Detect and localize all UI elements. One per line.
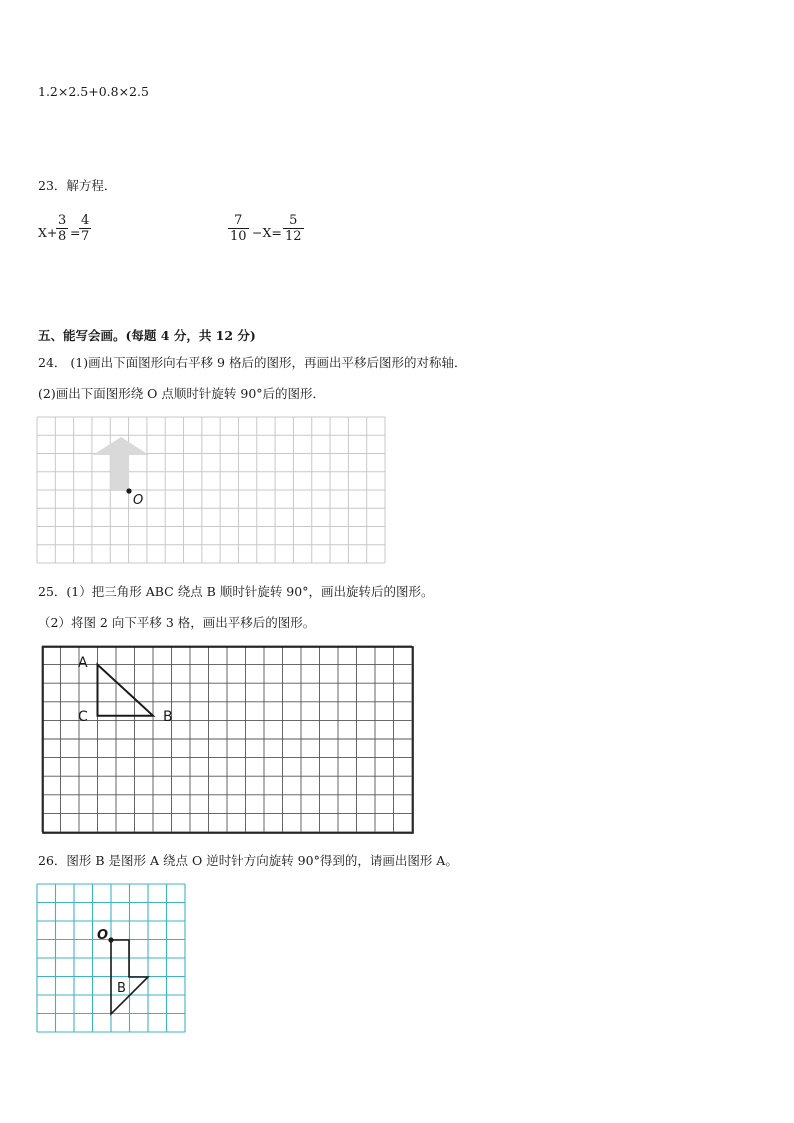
q25-line-2: （2）将图 2 向下平移 3 格，画出平移后的图形。	[38, 615, 316, 630]
eq1-fraction-1	[56, 213, 68, 244]
q24-grid	[37, 417, 385, 563]
vertex-c-label: C	[78, 709, 88, 725]
eq2-frac1-denominator: 10	[230, 229, 247, 244]
section-5-heading: 五、能写会画。(每题 4 分，共 12 分)	[38, 328, 256, 343]
q26-grid-figure	[37, 884, 187, 1034]
point-o-dot	[108, 937, 113, 942]
point-o-dot	[126, 488, 131, 493]
q24-line-2: (2)画出下面图形绕 O 点顺时针旋转 90°后的图形．	[38, 386, 326, 401]
eq1-prefix: X+	[38, 225, 58, 240]
gray-arrow-shape	[93, 437, 149, 491]
point-o-label: O	[97, 928, 109, 943]
point-o-label: O	[133, 493, 144, 508]
vertex-b-label: B	[163, 709, 173, 725]
expression-top: 1.2×2.5+0.8×2.5	[38, 84, 149, 99]
q25-grid-figure	[42, 646, 414, 834]
eq1-fraction-2	[79, 213, 91, 244]
eq2-middle: −X=	[252, 225, 282, 240]
q24-grid-figure	[37, 417, 387, 565]
eq1-frac2-denominator: 7	[81, 229, 90, 244]
eq1-frac2-numerator: 4	[81, 213, 90, 228]
triangle-abc	[98, 665, 154, 716]
vertex-a-label: A	[78, 655, 88, 671]
shape-b-label: B	[117, 981, 126, 996]
eq2-fraction-2	[283, 213, 304, 244]
q26-line-1: 26．图形 B 是图形 A 绕点 O 逆时针方向旋转 90°得到的，请画出图形 A。	[38, 853, 458, 868]
q24-line-1: 24． (1)画出下面图形向右平移 9 格后的图形，再画出平移后图形的对称轴．	[38, 355, 467, 370]
eq1-frac1-numerator: 3	[58, 213, 67, 228]
eq1-equals: =	[70, 225, 81, 240]
eq2-frac1-numerator: 7	[234, 213, 243, 228]
eq2-frac2-denominator: 12	[285, 229, 302, 244]
q25-line-1: 25．(1）把三角形 ABC 绕点 B 顺时针旋转 90°，画出旋转后的图形。	[38, 584, 434, 599]
eq2-fraction-1	[228, 213, 249, 244]
q23-title: 23．解方程．	[38, 178, 117, 193]
eq1-frac1-denominator: 8	[58, 229, 67, 244]
eq2-frac2-numerator: 5	[289, 213, 298, 228]
